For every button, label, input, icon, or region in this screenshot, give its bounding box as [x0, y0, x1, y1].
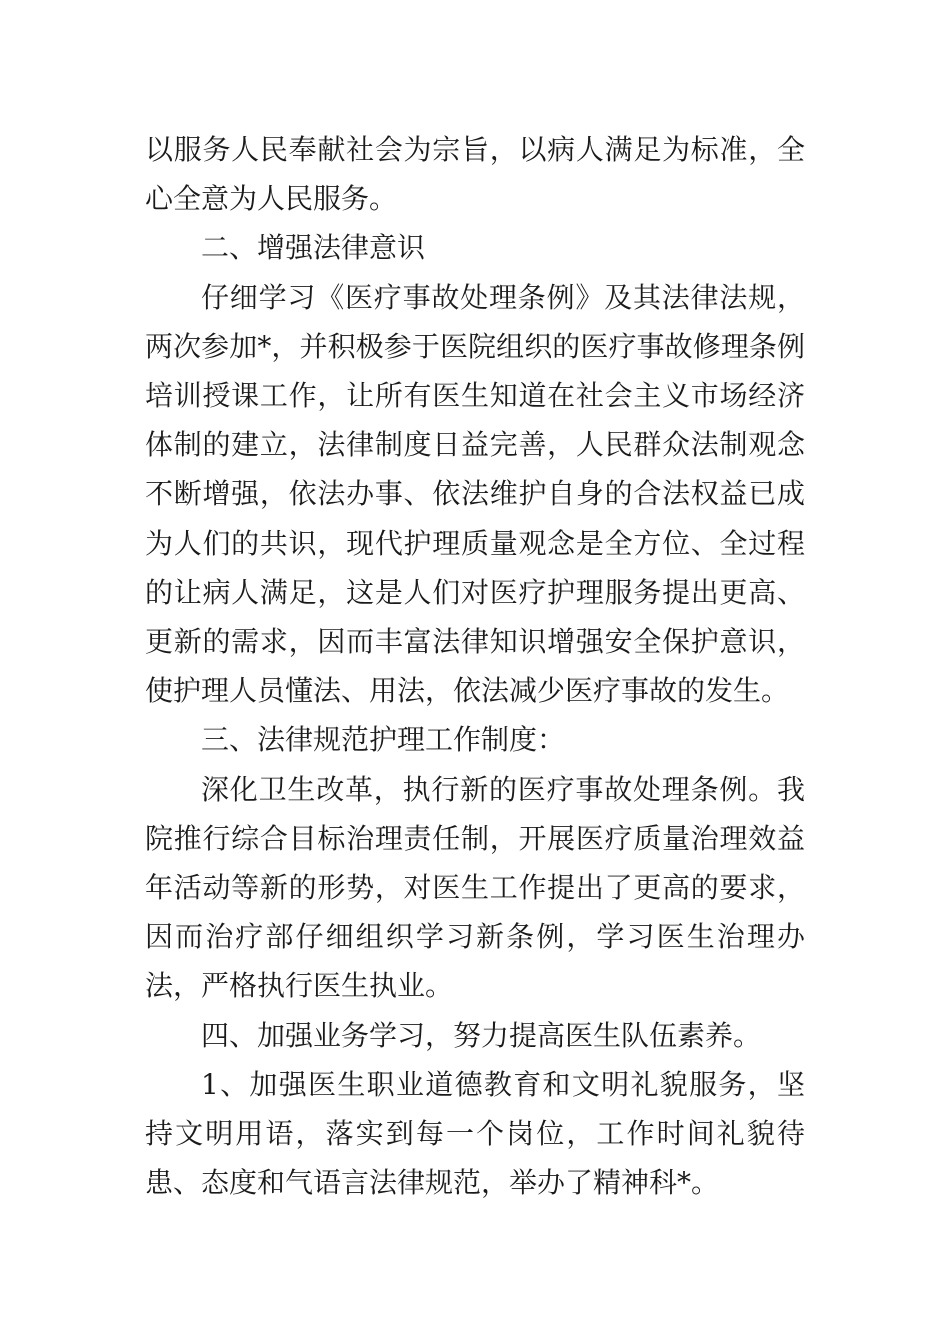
paragraph-health-reform: 深化卫生改革，执行新的医疗事故处理条例。我院推行综合目标治理责任制，开展医疗质量治理效益年活动等新的形势，对医生工作提出了更高的要求，因而治疗部仔细组织学习新条例，学习医生治理办法，严格执行医生执业。	[145, 772, 805, 1003]
document-body	[145, 125, 805, 1207]
paragraph-legal-study: 仔细学习《医疗事故处理条例》及其法律法规，两次参加*，并积极参于医院组织的医疗事故修理条例培训授课工作，让所有医生知道在社会主义市场经济体制的建立，法律制度日益完善，人民群众法制观念不断增强，依法办事、依法维护自身的合法权益已成为人们的共识，现代护理质量观念是全方位、全过程的让病人满足，这是人们对医疗护理服务提出更高、更新的需求，因而丰富法律知识增强安全保护意识，使护理人员懂法、用法，依法减少医疗事故的发生。	[145, 280, 805, 708]
heading-business-study: 四、加强业务学习，努力提高医生队伍素养。	[201, 1018, 762, 1052]
heading-legal-awareness: 二、增强法律意识	[201, 231, 426, 265]
paragraph-ethics-education: 1、加强医生职业道德教育和文明礼貌服务，坚持文明用语，落实到每一个岗位，工作时间礼貌待患、态度和气语言法律规范，举办了精神科*。	[145, 1067, 805, 1200]
paragraph-service-purpose: 以服务人民奉献社会为宗旨，以病人满足为标准，全心全意为人民服务。	[145, 133, 805, 216]
heading-nursing-rules: 三、法律规范护理工作制度：	[201, 723, 566, 757]
